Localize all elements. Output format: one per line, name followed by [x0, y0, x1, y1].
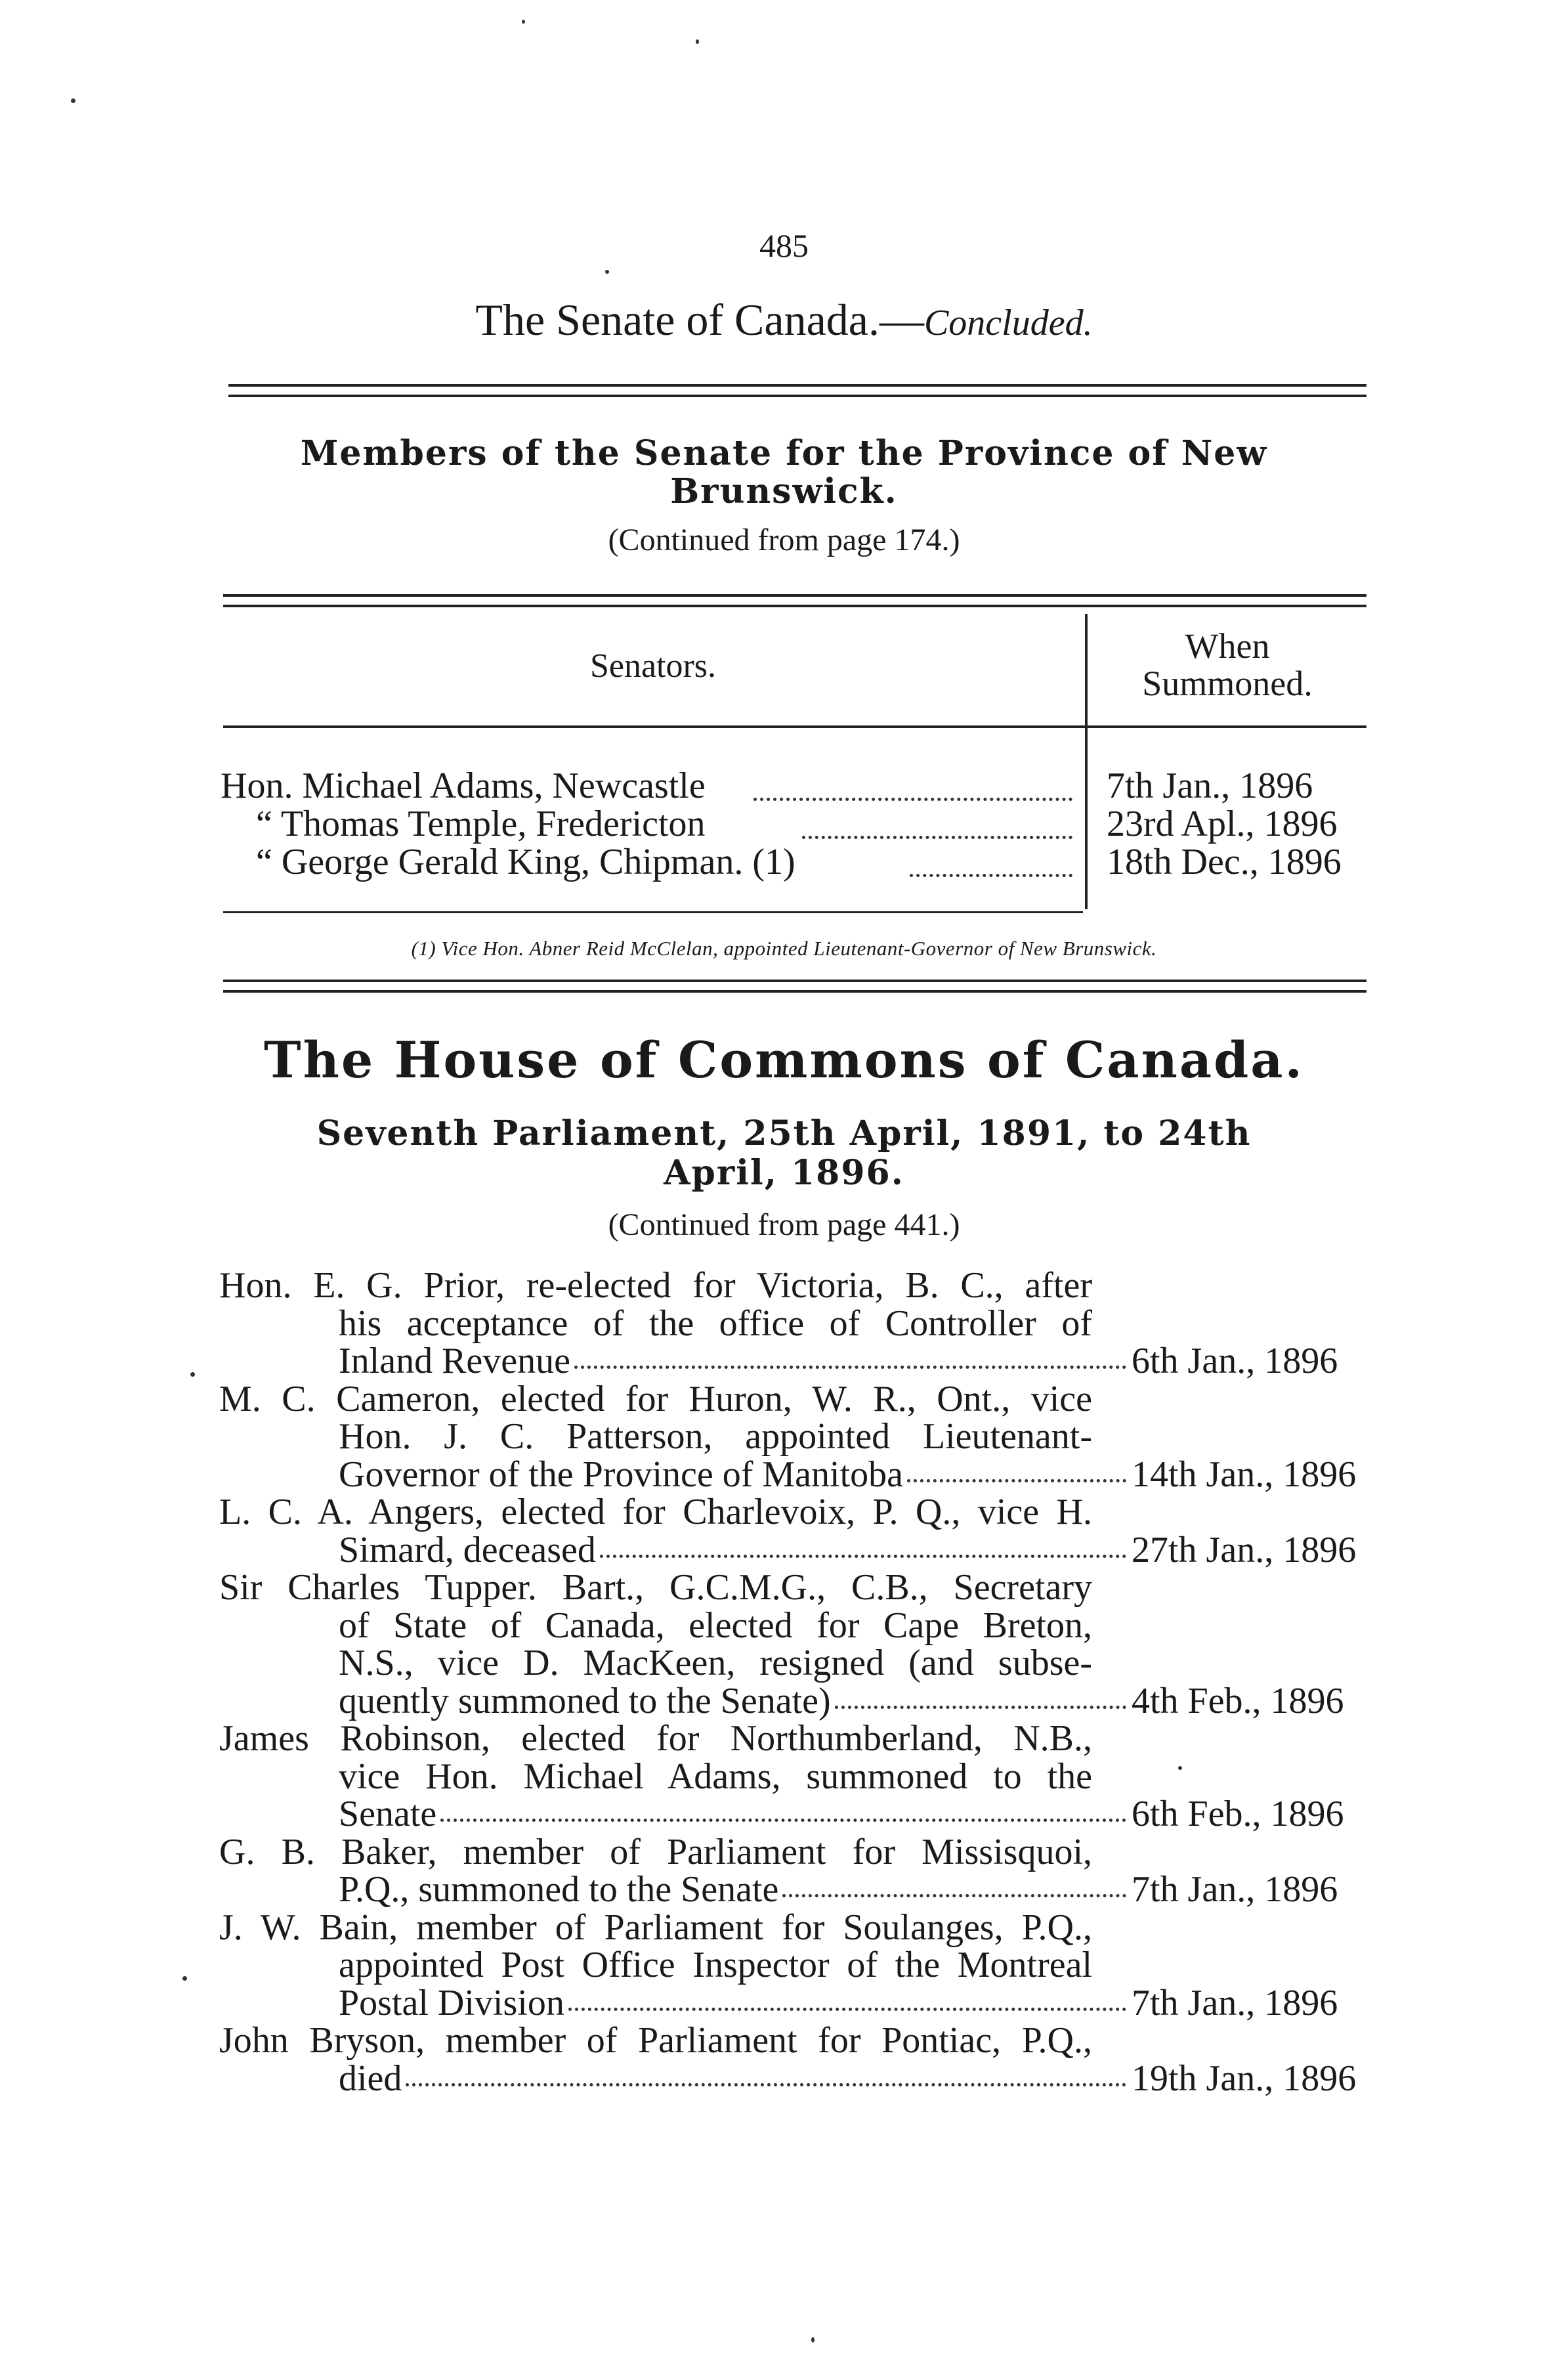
entry-first-line: James Robinson, elected for Northumberland, N.B., [219, 1718, 1092, 1759]
entry-first-line: M. C. Cameron, elected for Huron, W. R., Ont., vice [219, 1378, 1092, 1419]
commons-entries [219, 1267, 1374, 2098]
entry-last-text: P.Q., summoned to the Senate [339, 1869, 779, 1910]
double-rule [228, 384, 1367, 397]
entry-last-text: Governor of the Province of Manitoba [339, 1454, 903, 1495]
column-divider [1085, 614, 1088, 909]
commons-entry [219, 1494, 1374, 1569]
entry-continuation [219, 1758, 1374, 1796]
entry-last-line [219, 1982, 1374, 2023]
scan-speck [811, 2337, 815, 2342]
entry-date: 27th Jan., 1896 [1132, 1529, 1357, 1570]
senate-continued-note: (Continued from page 174.) [608, 523, 960, 557]
senator-summoned-date: 23rd Apl., 1896 [1107, 804, 1338, 844]
senator-summoned-date: 18th Dec., 1896 [1107, 842, 1342, 882]
entry-continuation [219, 1418, 1374, 1456]
entry-last-line [219, 1680, 1374, 1721]
scan-speck [605, 270, 609, 274]
dot-leader [574, 1366, 1126, 1369]
senator-name: “ George Gerald King, Chipman. (1) [256, 842, 795, 882]
commons-entry [219, 1831, 1374, 1910]
entry-date: 14th Jan., 1896 [1132, 1454, 1357, 1495]
scan-speck [182, 1976, 187, 1981]
entry-last-text: Senate [339, 1794, 437, 1834]
commons-subtitle-line2: April, 1896. [664, 1153, 904, 1193]
entry-last-text: Inland Revenue [339, 1341, 570, 1381]
senate-heading-line2: Brunswick. [670, 471, 898, 511]
dot-leader [600, 1555, 1126, 1558]
commons-entry [219, 1267, 1374, 1381]
section-title-suffix: Concluded. [923, 303, 1093, 343]
column-header-when-line2: Summoned. [1142, 664, 1313, 703]
entry-continuation [219, 1947, 1374, 1985]
column-header-when-line1: When [1185, 626, 1270, 666]
entry-date: 4th Feb., 1896 [1132, 1680, 1344, 1721]
commons-entry [219, 1378, 1374, 1495]
commons-entry [219, 1909, 1374, 2023]
dot-leader [753, 798, 1072, 801]
entry-continuation-line: Hon. J. C. Patterson, appointed Lieutenant- [339, 1416, 1092, 1457]
senate-heading-line1: Members of the Senate for the Province of New [300, 433, 1268, 473]
entry-date: 6th Jan., 1896 [1132, 1341, 1338, 1381]
table-top-rule [223, 594, 1367, 607]
entry-first-line: G. B. Baker, member of Parliament for Missisquoi, [219, 1831, 1092, 1872]
dot-leader [907, 1479, 1126, 1482]
dot-leader [406, 2083, 1126, 2086]
senator-name: “ Thomas Temple, Fredericton [256, 804, 706, 844]
entry-continuation-line: N.S., vice D. MacKeen, resigned (and subse- [339, 1643, 1092, 1683]
entry-last-line [219, 1343, 1374, 1381]
senator-name: Hon. Michael Adams, Newcastle [221, 766, 706, 806]
entry-last-line [219, 1796, 1374, 1834]
dot-leader [835, 1706, 1126, 1709]
dot-leader [568, 2008, 1126, 2011]
commons-entry [219, 2022, 1374, 2098]
double-rule [223, 980, 1367, 993]
entry-last-text: quently summoned to the Senate) [339, 1680, 831, 1721]
section-title [0, 294, 1568, 346]
entry-first-line: Sir Charles Tupper. Bart., G.C.M.G., C.B., Secretary [219, 1567, 1092, 1608]
dot-leader [910, 874, 1072, 877]
entry-last-line [219, 1456, 1374, 1494]
entry-date: 6th Feb., 1896 [1132, 1794, 1344, 1834]
entry-continuation-line: of State of Canada, elected for Cape Breton, [339, 1605, 1092, 1646]
commons-subtitle-line1: Seventh Parliament, 25th April, 1891, to 24th [316, 1113, 1252, 1154]
senator-summoned-date: 7th Jan., 1896 [1107, 766, 1313, 806]
entry-continuation [219, 1305, 1374, 1343]
page-number: 485 [759, 227, 809, 264]
scan-speck [696, 39, 699, 44]
entry-last-text: died [339, 2058, 402, 2099]
entry-last-line [219, 2060, 1374, 2098]
dot-leader [440, 1819, 1126, 1822]
entry-first-line: John Bryson, member of Parliament for Pontiac, P.Q., [219, 2020, 1092, 2061]
column-header-senators: Senators. [589, 647, 717, 685]
entry-continuation-line: vice Hon. Michael Adams, summoned to the [339, 1756, 1092, 1797]
entry-last-line [219, 1529, 1374, 1570]
scan-speck [190, 1372, 195, 1377]
commons-entry [219, 1720, 1374, 1834]
commons-title: The House of Commons of Canada. [264, 1031, 1304, 1089]
entry-first-line: Hon. E. G. Prior, re-elected for Victoria, B. C., after [219, 1265, 1092, 1306]
entry-date: 7th Jan., 1896 [1132, 1869, 1338, 1910]
section-title-text: The Senate of Canada.— [475, 295, 924, 345]
entry-date: 7th Jan., 1896 [1132, 1982, 1338, 2023]
dot-leader [782, 1894, 1126, 1897]
entry-first-line: L. C. A. Angers, elected for Charlevoix, P. Q., vice H. [219, 1492, 1092, 1532]
entry-continuation [219, 1607, 1374, 1683]
entry-date: 19th Jan., 1896 [1132, 2058, 1357, 2099]
scan-speck [71, 98, 75, 103]
table-bottom-rule [223, 911, 1083, 913]
header-bottom-rule [223, 725, 1367, 728]
commons-entry [219, 1569, 1374, 1720]
entry-first-line: J. W. Bain, member of Parliament for Soulanges, P.Q., [219, 1907, 1092, 1948]
senate-footnote: (1) Vice Hon. Abner Reid McClelan, appointed Lieutenant-Governor of New Brunswick. [411, 937, 1157, 960]
entry-last-text: Simard, deceased [339, 1529, 596, 1570]
dot-leader [802, 836, 1072, 839]
entry-last-text: Postal Division [339, 1982, 564, 2023]
entry-last-line [219, 1871, 1374, 1909]
entry-continuation-line: his acceptance of the office of Controller of [339, 1303, 1092, 1344]
commons-continued-note: (Continued from page 441.) [608, 1207, 960, 1242]
scan-speck [522, 20, 525, 24]
entry-continuation-line: appointed Post Office Inspector of the Montreal [339, 1945, 1092, 1985]
